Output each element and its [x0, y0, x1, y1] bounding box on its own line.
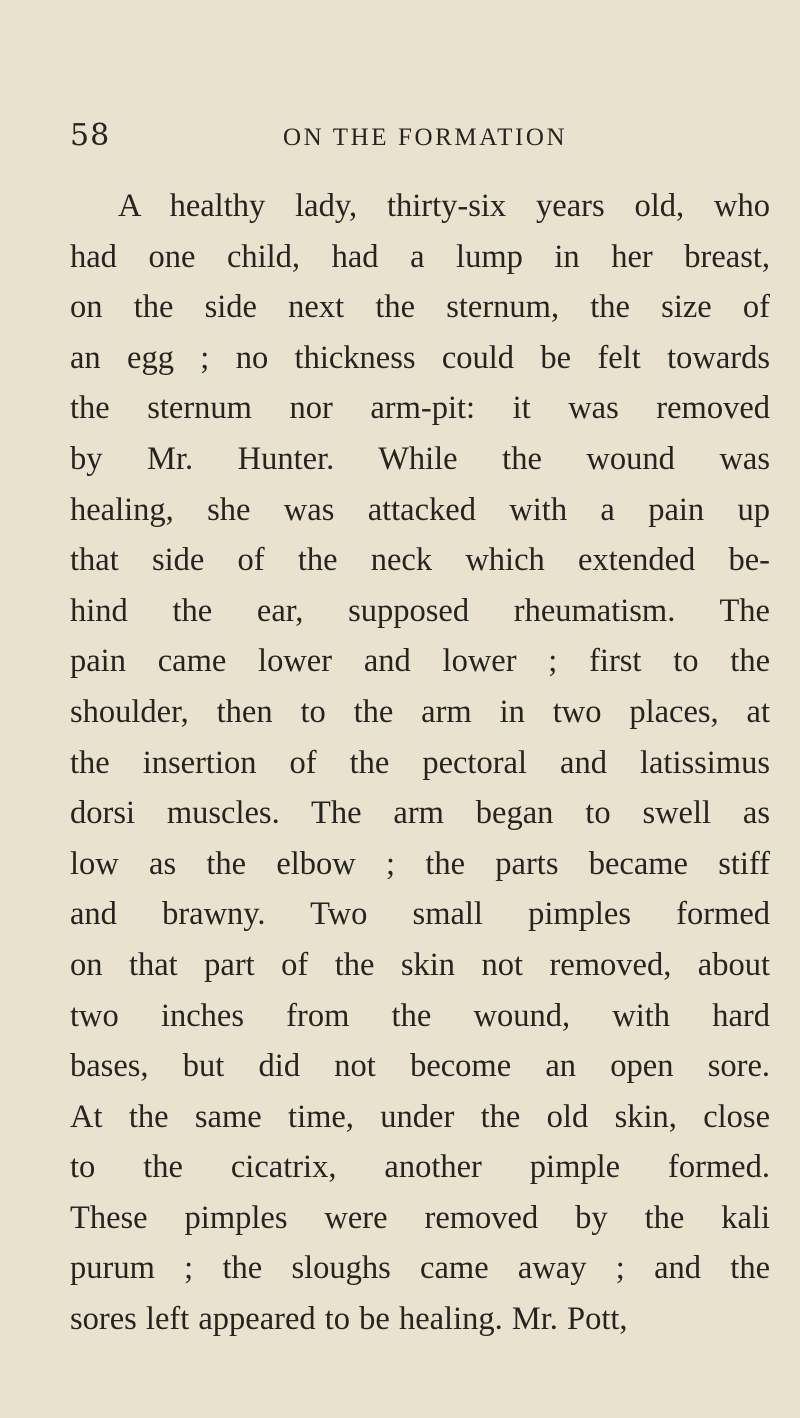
text-line: purum ; the sloughs came away ; and the: [70, 1250, 770, 1287]
text-line: At the same time, under the old skin, close: [70, 1098, 770, 1135]
text-line: shoulder, then to the arm in two places, at: [70, 693, 770, 730]
text-line: healing, she was attacked with a pain up: [70, 491, 770, 528]
text-line: the sternum nor arm-pit: it was removed: [70, 390, 770, 427]
text-line: A healthy lady, thirty-six years old, who: [118, 188, 770, 224]
text-line: and brawny. Two small pimples formed: [70, 896, 770, 933]
text-line: sores left appeared to be healing. Mr. Pott,: [70, 1301, 628, 1338]
running-header: [70, 116, 770, 156]
text-line: hind the ear, supposed rheumatism. The: [70, 592, 770, 629]
body-paragraph: [70, 181, 770, 1345]
page-number: 58: [70, 118, 111, 153]
text-line: bases, but did not become an open sore.: [70, 1048, 770, 1085]
text-line: two inches from the wound, with hard: [70, 997, 770, 1034]
text-line: on the side next the sternum, the size of: [70, 289, 770, 326]
text-line: that side of the neck which extended be-: [70, 542, 770, 579]
text-line: to the cicatrix, another pimple formed.: [70, 1149, 770, 1186]
text-line: dorsi muscles. The arm began to swell as: [70, 795, 770, 832]
running-title: ON THE FORMATION: [283, 124, 568, 151]
text-line: These pimples were removed by the kali: [70, 1199, 770, 1236]
text-line: an egg ; no thickness could be felt towards: [70, 339, 770, 376]
text-line: pain came lower and lower ; first to the: [70, 643, 770, 680]
text-line: had one child, had a lump in her breast,: [70, 238, 770, 275]
text-line: on that part of the skin not removed, about: [70, 946, 770, 983]
text-line: the insertion of the pectoral and latissimus: [70, 744, 770, 781]
text-line: low as the elbow ; the parts became stiff: [70, 845, 770, 882]
text-line: by Mr. Hunter. While the wound was: [70, 440, 770, 477]
